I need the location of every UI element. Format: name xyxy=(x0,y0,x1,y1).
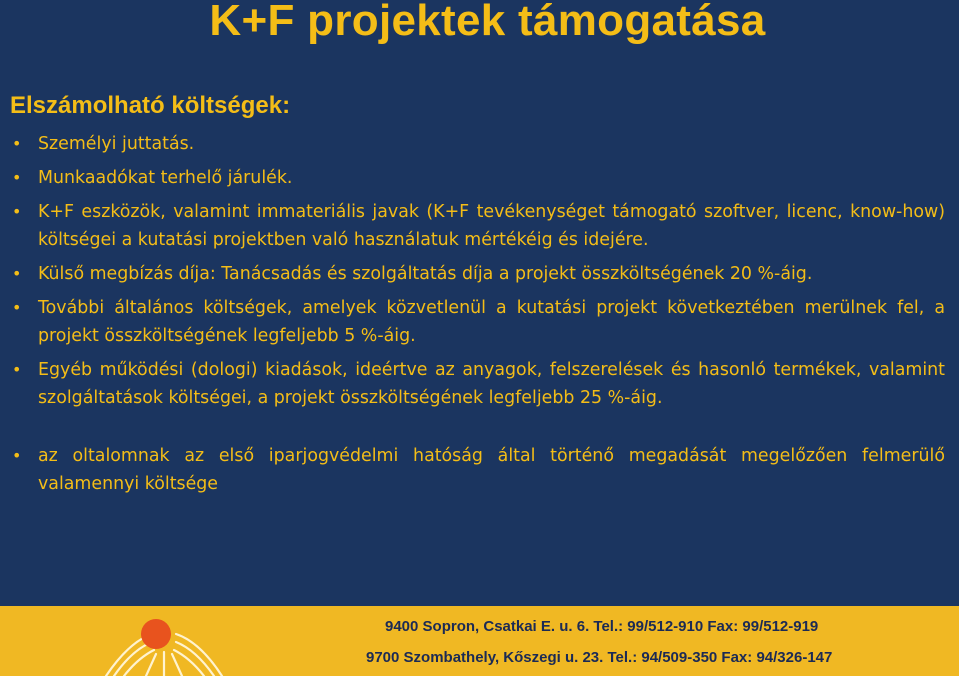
bullet-icon: • xyxy=(12,202,22,221)
list-item: • Külső megbízás díja: Tanácsadás és szolgáltatás díja a projekt összköltségének 20 %-áig. xyxy=(0,260,945,288)
footer-address-szombathely: 9700 Szombathely, Kőszegi u. 23. Tel.: 94/509-350 Fax: 94/326-147 xyxy=(366,649,833,666)
list-item: • Munkaadókat terhelő járulék. xyxy=(0,164,945,192)
bullet-icon: • xyxy=(12,264,22,283)
list-item: • Személyi juttatás. xyxy=(0,130,945,158)
bullet-icon: • xyxy=(12,360,22,379)
bullet-icon: • xyxy=(12,298,22,317)
list-item: • Egyéb működési (dologi) kiadások, ideértve az anyagok, felszerelések és hasonló termékek, valamint szolgáltatások költségei, a projekt összköltségének legfeljebb 25 %-áig. xyxy=(0,356,945,412)
section-heading: Elszámolható költségek: xyxy=(10,92,291,119)
footer-band xyxy=(0,606,959,676)
footer-address-sopron: 9400 Sopron, Csatkai E. u. 6. Tel.: 99/512-910 Fax: 99/512-919 xyxy=(385,618,819,635)
cost-list xyxy=(0,130,945,504)
list-item: • További általános költségek, amelyek közvetlenül a kutatási projekt következtében merülnek fel, a projekt összköltségének legfeljebb 5 %-áig. xyxy=(0,294,945,350)
list-item: • az oltalomnak az első iparjogvédelmi hatóság által történő megadását megelőzően felmerülő valamennyi költsége xyxy=(0,442,945,498)
bullet-icon: • xyxy=(12,134,22,153)
list-item: • K+F eszközök, valamint immateriális javak (K+F tevékenységet támogató szoftver, licenc, know-how) költségei a kutatási projektben való használatuk mértékéig és idejére. xyxy=(0,198,945,254)
slide-title: K+F projektek támogatása xyxy=(209,0,766,45)
sun-logo-icon xyxy=(104,612,224,676)
bullet-icon: • xyxy=(12,168,22,187)
bullet-icon: • xyxy=(12,446,22,465)
